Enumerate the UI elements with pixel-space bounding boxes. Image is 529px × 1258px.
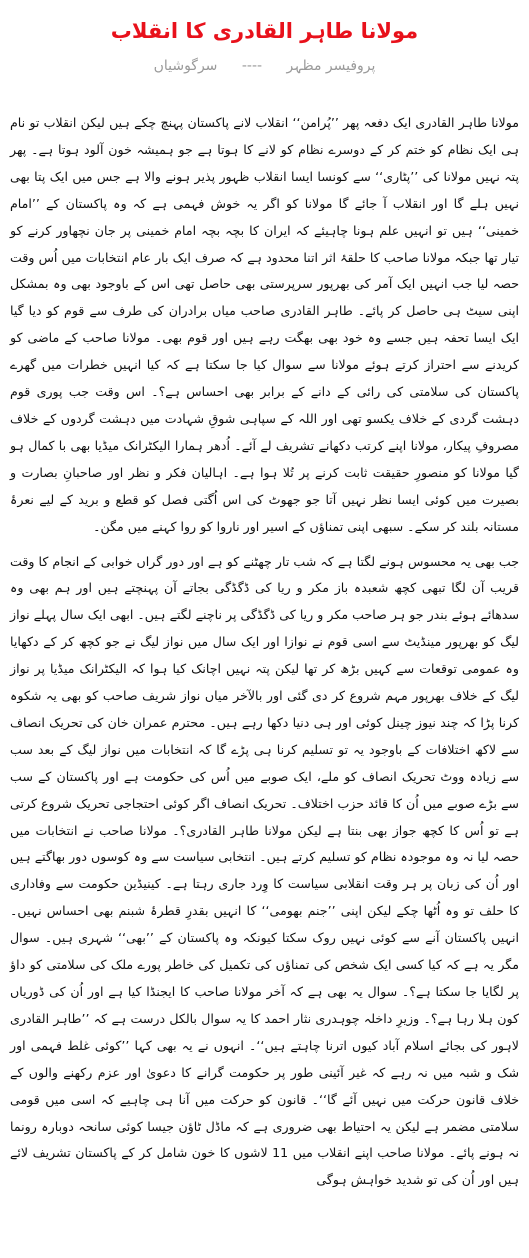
article-headline: مولانا طاہر القادری کا انقلاب <box>110 19 419 43</box>
byline-separator: ---- <box>241 58 263 74</box>
article-paragraph: جب بھی یہ محسوس ہونے لگتا ہے کہ شب تار چھٹنے کو ہے اور دور گراں خوابی کے انجام کا وقت قریب آن لگا تبھی کچھ شعبدہ باز مکر و ریا کی ڈگڈگی بجاتے آن پہنچتے ہیں اور ہم بھی وہ سدھائے ہوئے بندر جو ہر صاحب مکر و ریا کی ڈگڈگی پر ناچنے لگتے ہیں۔ ابھی ایک سال پہلے نواز لیگ کو بھرپور مینڈیٹ سے اسی قوم نے نوازا اور ایک سال میں نواز لیگ نے جو کچھ کر کے دکھایا وہ عمومی توقعات سے کہیں بڑھ کر تھا لیکن پتہ نہیں اچانک کیا ہوا کہ الیکٹرانک میڈیا پر نواز لیگ کے خلاف بھرپور مہم شروع کر دی گئی اور بالآخر میاں نواز شریف صاحب کو بھی یہ شکوہ کرنا پڑا کہ چند نیوز چینل کوئی اور ہی دنیا دکھا رہے ہیں۔ محترم عمران خان کی تحریک انصاف سے لاکھ اختلافات کے باوجود یہ تو تسلیم کرنا ہی پڑے گا کہ انتخابات میں نواز لیگ کے بعد سب سے زیادہ ووٹ تحریک انصاف کو ملے، ایک صوبے میں اُس کی حکومت ہے اور پاکستان کے سب سے بڑے صوبے میں اُن کا قائد حزب اختلاف۔ تحریک انصاف اگر کوئی احتجاجی تحریک شروع کرتی ہے تو اُس کا کچھ جواز بھی بنتا ہے لیکن مولانا طاہر القادری؟۔ مولانا صاحب نے انتخابات میں حصہ لیا نہ وہ موجودہ نظام کو تسلیم کرتے ہیں۔ انتخابی سیاست سے وہ کوسوں دور بھاگتے ہیں اور اُن کی زبان پر ہر وقت انقلابی سیاست کا وِرد جاری رہتا ہے۔ کینیڈین حکومت سے وفاداری کا حلف تو وہ اُٹھا چکے لیکن اپنی ’’جنم بھومی‘‘ کا انہیں بقدرِ قطرۂ شبنم بھی احساس نہیں۔ انہیں پاکستان آنے سے کوئی نہیں روک سکتا کیونکہ وہ پاکستان کے ’’بھی‘‘ شہری ہیں۔ سوال مگر یہ ہے کہ کیا کسی ایک شخص کی تمناؤں کی تکمیل کی خاطر پورے ملک کی سلامتی کو داؤ پر لگایا جا سکتا ہے؟۔ سوال یہ بھی ہے کہ آخر مولانا صاحب کا ایجنڈا کیا ہے اور اُن کی ڈوریاں کون ہلا رہا ہے؟۔ وزیرِ داخلہ چوہدری نثار احمد کا یہ سوال بالکل درست ہے کہ ’’طاہر القادری لاہور کی بجائے اسلام آباد کیوں اترنا چاہتے ہیں‘‘۔ انہوں نے یہ بھی کہا ’’کوئی غلط فہمی اور شک و شبہ میں نہ رہے کہ غیر آئینی طور پر حکومت گرانے کا دعویٰ اور عزم رکھنے والوں کے خلاف قانون حرکت میں نہیں آئے گا‘‘۔ قانون کو حرکت میں آنا ہی چاہیے کہ اسی میں قومی سلامتی مضمر ہے لیکن یہ احتیاط بھی ضروری ہے کہ ماڈل ٹاؤن جیسا کوئی سانحہ دوبارہ رونما نہ ہونے پائے۔ مولانا صاحب اپنے انقلاب میں 11 لاشوں کا خون شامل کر کے پاکستان تشریف لائے ہیں اور اُن کی تو شدید خواہش ہوگی <box>10 553 519 1188</box>
author-name: پروفیسر مظہر <box>286 58 376 74</box>
article-body <box>10 110 519 1194</box>
article-byline <box>10 54 519 78</box>
article-paragraph: مولانا طاہر القادری ایک دفعہ پھر ’’پُرامن‘‘ انقلاب لانے پاکستان پہنچ چکے ہیں لیکن انقلاب تو نام ہی ایک نظام کو ختم کر کے دوسرے نظام کو لانے کا ہوتا ہے جو ہمیشہ خون آلود ہوتا ہے۔ پھر پتہ نہیں مولانا کی ’’پٹاری‘‘ سے کونسا ایسا انقلاب ظہور پذیر ہونے والا ہے جس میں ایک پتا بھی نہیں ہلے گا اور انقلاب آ جائے گا مولانا کو اگر یہ خوش فہمی ہے کہ وہ پاکستان کے ’’امام خمینی‘‘ ہیں تو انہیں علم ہونا چاہیئے کہ ایران کا بچہ بچہ امام خمینی پر جان نچھاور کرنے کو تیار تھا جبکہ مولانا صاحب کا حلقۂ اثر اتنا محدود ہے کہ صرف ایک بار عام انتخابات میں اُس وقت حصہ لیا جب انہیں ایک آمر کی بھرپور سرپرستی بھی حاصل تھی اس کے باوجود بھی وہ بمشکل اپنی سیٹ ہی حاصل کر پائے۔ طاہر القادری صاحب میاں برادران کی طرف سے قوم کو دیا گیا ایک ایسا تحفہ ہیں جسے وہ خود بھی بھگت رہے ہیں اور قوم بھی۔ مولانا صاحب کے ماضی کو کریدنے سے احتراز کرتے ہوئے مولانا سے سوال کیا جا سکتا ہے کہ کیا انہیں خطرات میں گھرے پاکستان کی سلامتی کی رائی کے دانے کے برابر بھی احساس ہے؟۔ اس وقت جب پوری قوم دہشت گردی کے خلاف یکسو تھی اور اللہ کے سپاہی شوقِ شہادت میں دہشت گردوں کے خلاف مصروفِ پیکار، مولانا اپنے کرتب دکھانے تشریف لے آئے۔ اُدھر ہمارا الیکٹرانک میڈیا بھی با کمال ہو گیا مولانا کو منصورِ حقیقت ثابت کرنے پر تُلا ہوا ہے۔ اہالیان فکر و نظر اور صاحبانِ بصارت و بصیرت میں کوئی ایسا نظر نہیں آتا جو جھوٹ کی اس اُگتی فصل کو قطع و برید کے لیے نعرۂ مستانہ بلند کر سکے۔ سبھی اپنی تمناؤں کے اسیر اور ناروا کو روا کہنے میں مگن۔ <box>10 115 519 534</box>
column-name: سرگوشیاں <box>153 58 218 74</box>
